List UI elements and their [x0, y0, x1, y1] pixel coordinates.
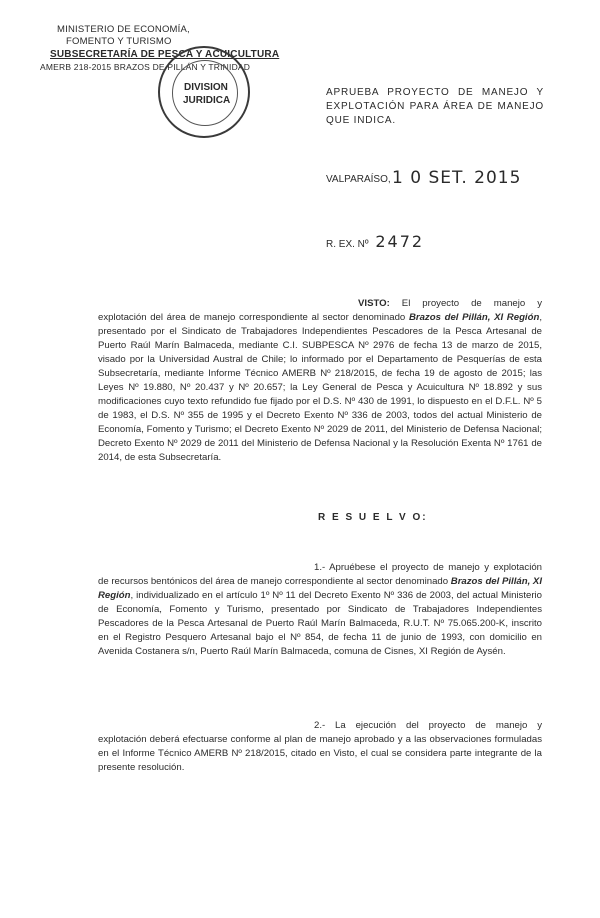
subsecretaria-line: SUBSECRETARÍA DE PESCA Y ACUICULTURA [50, 49, 280, 60]
amerb-reference: AMERB 218-2015 BRAZOS DE PILLÁN Y TRINIDAD [40, 62, 251, 72]
rex-prefix: R. EX. Nº [326, 239, 369, 250]
stamp-text-juridica: JURIDICA [183, 95, 231, 106]
visto-sector: Brazos del Pillán, XI Región [408, 312, 540, 323]
visto-paragraph [98, 297, 542, 465]
stamp-inner-ring [172, 60, 238, 126]
resolution-number [326, 232, 428, 251]
article-1-text-1: 1.- Apruébese el proyecto de manejo y explotación de recursos bentónicos del área de manejo correspondiente al sector denominado [98, 562, 542, 587]
place: VALPARAÍSO, [326, 174, 391, 185]
resolution-subject: APRUEBA PROYECTO DE MANEJO Y EXPLOTACIÓN PARA ÁREA DE MANEJO QUE INDICA. [326, 87, 544, 126]
resuelvo-heading: R E S U E L V O: [318, 512, 428, 523]
ministry-line-2: FOMENTO Y TURISMO [66, 36, 172, 47]
visto-text-2: , presentado por el Sindicato de Trabajadores Independientes Pescadores de la Pesca Artesanal de Puerto Raúl Marín Balmaceda, mediante C.I. SUBPESCA Nº 2976 de fecha 13 de marzo de 2015, visado por la Universidad Austral de Chile; lo informado por el Departamento de Pesquerías de esta Subsecretaría, mediante Informe Técnico AMERB Nº 218/2015, de fecha 19 de agosto de 2015; las Leyes Nº 19.880, Nº 20.437 y Nº 20.657; la Ley General de Pesca y Acuicultura Nº 18.892 y sus modificaciones cuyo texto refundido fue fijado por el D.S. Nº 430 de 1991, lo dispuesto en el D.F.L. Nº 5 de 1983, el D.S. Nº 355 de 1995 y el Decreto Exento Nº 336 de 2003, todos del actual Ministerio de Economía, Fomento y Turismo; el Decreto Exento Nº 2029 de 2011, del Ministerio de Defensa Nacional; Decreto Exento Nº 2029 de 2011 del Ministerio de Defensa Nacional y la Resolución Exenta Nº 1761 de 2014, de esta Subsecretaría. [98, 312, 542, 463]
article-1-sector: Brazos del Pillán, XI Región [98, 576, 542, 601]
rex-number: 2472 [375, 232, 425, 251]
date-stamp: 1 0 SET. 2015 [392, 168, 522, 188]
visto-label: VISTO: [358, 298, 390, 309]
article-1-text-2: , individualizado en el artículo 1º Nº 11 del Decreto Exento Nº 336 de 2003, del actual Ministerio de Economía, Fomento y Turismo, presentado por Sindicato de Trabajadores Independientes Pescadores de la Pesca Artesanal de Puerto Raúl Marín Balmaceda, R.U.T. Nº 75.065.200-K, inscrito en el Registro Pesquero Artesanal bajo el Nº 854, de fecha 11 de junio de 1993, con domicilio en Avenida Costanera s/n, Puerto Raúl Marín Balmaceda, comuna de Cisnes, XI Región de Aysén. [98, 590, 542, 657]
place-date [326, 168, 522, 188]
article-2: 2.- La ejecución del proyecto de manejo y explotación deberá efectuarse conforme al plan de manejo aprobado y a las observaciones formuladas en el Informe Técnico AMERB Nº 218/2015, citado en Visto, el cual se considera parte integrante de la presente resolución. [98, 720, 542, 773]
ministry-line: MINISTERIO DE ECONOMÍA, [57, 24, 190, 35]
article-1 [98, 561, 542, 659]
stamp-text-division: DIVISION [184, 82, 228, 93]
division-juridica-stamp [158, 46, 250, 138]
visto-text-1: El proyecto de manejo y explotación del área de manejo correspondiente al sector denominado [98, 298, 542, 323]
